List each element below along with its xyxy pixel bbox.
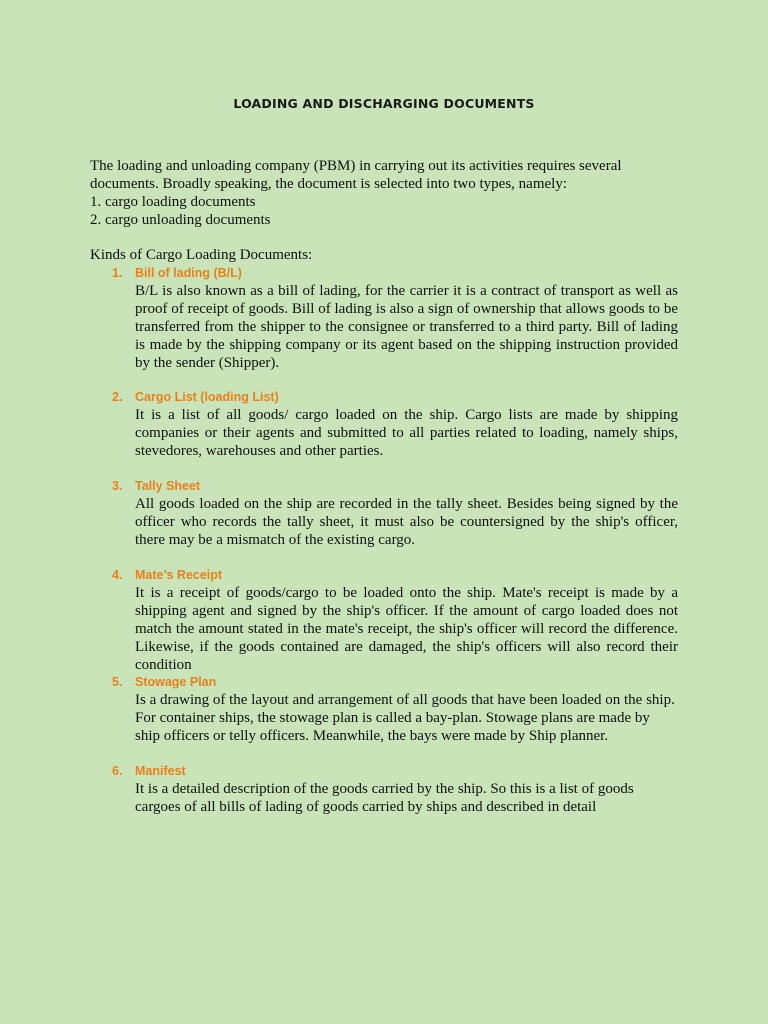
- item-title: Mate’s Receipt: [135, 568, 223, 582]
- item-heading: [112, 477, 678, 495]
- list-item: [112, 264, 678, 372]
- item-title: Tally Sheet: [135, 479, 201, 493]
- intro-line: documents. Broadly speaking, the document is selected into two types, namely:: [90, 176, 567, 192]
- item-body: Is a drawing of the layout and arrangement of all goods that have been loaded on the ship. For container ships, the stowage plan is called a bay-plan. Stowage plans are made by ship officers or telly officers. Meanwhile, the bays were made by Ship planner.: [135, 692, 675, 744]
- item-title: Bill of lading (B/L): [135, 266, 242, 280]
- item-heading: [112, 566, 678, 584]
- kinds-heading: Kinds of Cargo Loading Documents:: [90, 247, 313, 263]
- intro-line: 2. cargo unloading documents: [90, 212, 271, 228]
- list-item: [112, 566, 678, 674]
- item-number: 1.: [112, 266, 123, 280]
- document-title: LOADING AND DISCHARGING DOCUMENTS: [233, 96, 535, 111]
- item-title: Cargo List (loading List): [135, 390, 279, 404]
- item-body: All goods loaded on the ship are recorded in the tally sheet. Besides being signed by the officer who records the tally sheet, it must also be countersigned by the ship's officer, there may be a mismatch of the existing cargo.: [135, 496, 678, 548]
- intro-line: The loading and unloading company (PBM) in carrying out its activities requires several: [90, 158, 622, 174]
- list-item: [112, 388, 678, 460]
- list-item: [112, 477, 678, 549]
- intro-line: 1. cargo loading documents: [90, 194, 256, 210]
- item-number: 4.: [112, 568, 123, 582]
- list-item: [112, 762, 678, 816]
- item-number: 2.: [112, 390, 123, 404]
- intro-paragraph: [90, 157, 680, 229]
- item-number: 3.: [112, 479, 123, 493]
- item-number: 6.: [112, 764, 123, 778]
- item-body: It is a detailed description of the goods carried by the ship. So this is a list of goods cargoes of all bills of lading of goods carried by ships and described in detail: [135, 781, 634, 815]
- item-body: It is a receipt of goods/cargo to be loaded onto the ship. Mate's receipt is made by a shipping agent and signed by the ship's officer. If the amount of cargo loaded does not match the amount stated in the mate's receipt, the ship's officer will record the difference. Likewise, if the goods contained are damaged, the ship's officers will also record their condition: [135, 585, 678, 673]
- item-body: It is a list of all goods/ cargo loaded on the ship. Cargo lists are made by shipping companies or their agents and submitted to all parties related to loading, namely ships, stevedores, warehouses and other parties.: [135, 407, 678, 459]
- item-number: 5.: [112, 675, 123, 689]
- list-item: [112, 673, 678, 745]
- item-heading: [112, 673, 678, 691]
- item-body: B/L is also known as a bill of lading, for the carrier it is a contract of transport as well as proof of receipt of goods. Bill of lading is also a sign of ownership that allows goods to be transferred from the shipper to the consignee or transferred to a third party. Bill of lading is made by the shipping company or its agent based on the shipping instruction provided by the sender (Shipper).: [135, 283, 678, 371]
- item-title: Stowage Plan: [135, 675, 217, 689]
- item-heading: [112, 762, 678, 780]
- item-heading: [112, 388, 678, 406]
- item-heading: [112, 264, 678, 282]
- item-title: Manifest: [135, 764, 186, 778]
